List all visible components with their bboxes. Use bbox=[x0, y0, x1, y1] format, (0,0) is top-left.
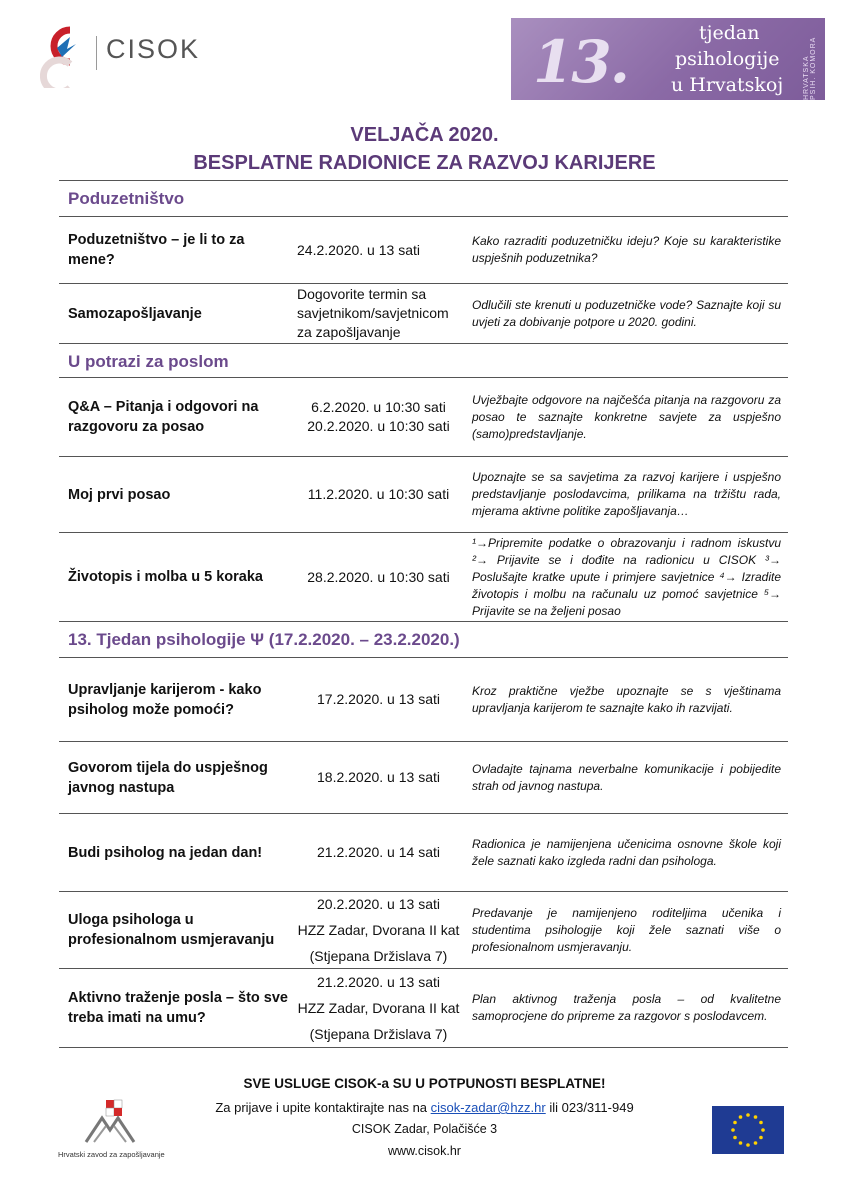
workshop-description: Radionica je namijenjena učenicima osnovne škole koji žele saznati kako izgleda radni dan psihologa. bbox=[472, 836, 781, 868]
workshop-date: 17.2.2020. u 13 sati bbox=[317, 691, 440, 707]
table-row bbox=[59, 532, 788, 621]
eu-star-icon bbox=[739, 1115, 743, 1119]
workshop-name: Uloga psihologa u profesionalnom usmjeravanju bbox=[68, 912, 275, 948]
workshop-name: Moj prvi posao bbox=[68, 486, 171, 503]
eu-star-icon bbox=[754, 1115, 758, 1119]
eu-star-icon bbox=[759, 1121, 763, 1125]
table-row bbox=[59, 456, 788, 532]
eu-flag-icon bbox=[712, 1106, 784, 1154]
eu-star-icon bbox=[754, 1141, 758, 1145]
workshop-name: Upravljanje karijerom - kako psiholog može pomoći? bbox=[68, 681, 262, 718]
email-link[interactable]: cisok-zadar@hzz.hr bbox=[430, 1100, 546, 1115]
banner-number: 13. bbox=[533, 28, 628, 96]
workshop-description: Uvježbajte odgovore na najčešća pitanja na razgovoru za posao te saznajte konkretne savjete za uspješno (samo)predstavljanje. bbox=[472, 392, 781, 441]
table-row bbox=[59, 283, 788, 343]
logo-separator bbox=[96, 36, 97, 70]
workshop-description: Plan aktivnog traženja posla – od kvalitetne samoprocjene do pripreme za razgovor s poslodavcem. bbox=[472, 992, 781, 1023]
table-bottom-border bbox=[59, 1047, 788, 1048]
cisok-mark-icon bbox=[40, 24, 86, 88]
table-row bbox=[59, 968, 788, 1047]
workshop-name: Poduzetništvo – je li to za mene? bbox=[68, 232, 245, 268]
logo-name: CISOK bbox=[106, 34, 201, 64]
banner-side-text: HRVATSKA PSIH. KOMORA bbox=[803, 36, 817, 100]
section-header-job-search: U potrazi za poslom bbox=[59, 343, 788, 377]
eu-star-icon bbox=[739, 1141, 743, 1145]
workshop-name: Samozapošljavanje bbox=[68, 305, 202, 322]
cisok-logo bbox=[40, 24, 260, 94]
eu-star-icon bbox=[746, 1143, 750, 1147]
table-row bbox=[59, 741, 788, 813]
eu-star-icon bbox=[733, 1136, 737, 1140]
table-row bbox=[59, 657, 788, 741]
hzz-mark-icon bbox=[58, 1096, 178, 1148]
eu-star-icon bbox=[746, 1113, 750, 1117]
eu-star-icon bbox=[731, 1128, 735, 1132]
workshop-name: Govorom tijela do uspješnog javnog nastupa bbox=[68, 759, 268, 796]
banner-line1: tjedan bbox=[699, 22, 760, 44]
free-services-notice: SVE USLUGE CISOK-a SU U POTPUNOSTI BESPLATNE! bbox=[243, 1076, 606, 1091]
workshop-description: Predavanje je namijenjeno roditeljima učenika i studentima psihologije koji žele saznati više o profesionalnom usmjeravanju. bbox=[472, 905, 781, 954]
website: www.cisok.hr bbox=[388, 1144, 461, 1158]
workshop-description: Kako razraditi poduzetničku ideju? Koje su karakteristike uspješnih poduzetnika? bbox=[472, 234, 781, 265]
workshop-date: 6.2.2020. u 10:30 sati 20.2.2020. u 10:30 sati bbox=[307, 399, 450, 434]
workshop-description: ¹→Pripremite podatke o obrazovanju i radnom iskustvu ²→ Prijavite se i dođite na radionicu u CISOK ³→ Poslušajte kratke upute i primjere savjetnice ⁴→ Izradite životopis i molbu na računalu uz pomoć savjetnice ⁵→ Prijavite se na željeni posao bbox=[472, 535, 781, 618]
workshop-date: 24.2.2020. u 13 sati bbox=[297, 241, 420, 258]
workshop-name: Budi psiholog na jedan dan! bbox=[68, 844, 263, 861]
table-row bbox=[59, 813, 788, 891]
workshop-date: 21.2.2020. u 13 sati HZZ Zadar, Dvorana II kat (Stjepana Držislava 7) bbox=[297, 974, 460, 1042]
psychology-week-banner bbox=[511, 18, 825, 100]
eu-star-icon bbox=[759, 1136, 763, 1140]
table-row bbox=[59, 377, 788, 456]
hzz-label: Hrvatski zavod za zapošljavanje bbox=[58, 1150, 165, 1159]
page-title-main: BESPLATNE RADIONICE ZA RAZVOJ KARIJERE bbox=[193, 152, 656, 174]
table-row bbox=[59, 891, 788, 968]
workshop-name: Aktivno traženje posla – što sve treba imati na umu? bbox=[68, 990, 288, 1026]
address: CISOK Zadar, Polačišće 3 bbox=[351, 1122, 498, 1136]
workshop-date: 28.2.2020. u 10:30 sati bbox=[307, 568, 450, 585]
eu-star-icon bbox=[733, 1121, 737, 1125]
workshop-description: Kroz praktične vježbe upoznajte se s vještinama upravljanja karijerom te saznajte kako ih razvijati. bbox=[472, 683, 781, 715]
workshop-date: 18.2.2020. u 13 sati bbox=[317, 769, 440, 785]
section-header-psychology-week: 13. Tjedan psihologije Ψ (17.2.2020. – 23.2.2020.) bbox=[59, 621, 788, 657]
workshop-description: Upoznajte se sa savjetima za razvoj karijere i uspješno predstavljanje poslodavcima, prilikama na tržištu rada, mjerama aktivne politike zapošljavanja… bbox=[472, 470, 781, 518]
banner-line3: u Hrvatskoj bbox=[671, 74, 784, 96]
eu-star-icon bbox=[761, 1128, 765, 1132]
hzz-logo bbox=[58, 1096, 178, 1166]
banner-line2: psihologije bbox=[675, 48, 780, 70]
workshop-name: Životopis i molba u 5 koraka bbox=[68, 569, 263, 585]
workshop-description: Ovladajte tajnama neverbalne komunikacije i pobijedite strah od javnog nastupa. bbox=[472, 761, 781, 793]
workshop-table bbox=[59, 180, 788, 1048]
workshop-date: 21.2.2020. u 14 sati bbox=[317, 844, 440, 860]
table-row bbox=[59, 216, 788, 283]
section-header-entrepreneurship: Poduzetništvo bbox=[59, 180, 788, 216]
contact-prefix: Za prijave i upite kontaktirajte nas na bbox=[215, 1100, 431, 1115]
workshop-name: Q&A – Pitanja i odgovori na razgovoru za posao bbox=[68, 399, 259, 435]
page-title-month: VELJAČA 2020. bbox=[350, 124, 499, 146]
workshop-date: 11.2.2020. u 10:30 sati bbox=[307, 486, 450, 502]
workshop-date: 20.2.2020. u 13 sati HZZ Zadar, Dvorana II kat (Stjepana Držislava 7) bbox=[297, 896, 460, 964]
workshop-date: Dogovorite termin sa savjetnikom/savjetnicom za zapošljavanje bbox=[297, 286, 449, 340]
contact-suffix: ili 023/311-949 bbox=[545, 1100, 634, 1115]
workshop-description: Odlučili ste krenuti u poduzetničke vode? Saznajte koji su uvjeti za dobivanje potpore u 2020. godini. bbox=[472, 297, 781, 329]
